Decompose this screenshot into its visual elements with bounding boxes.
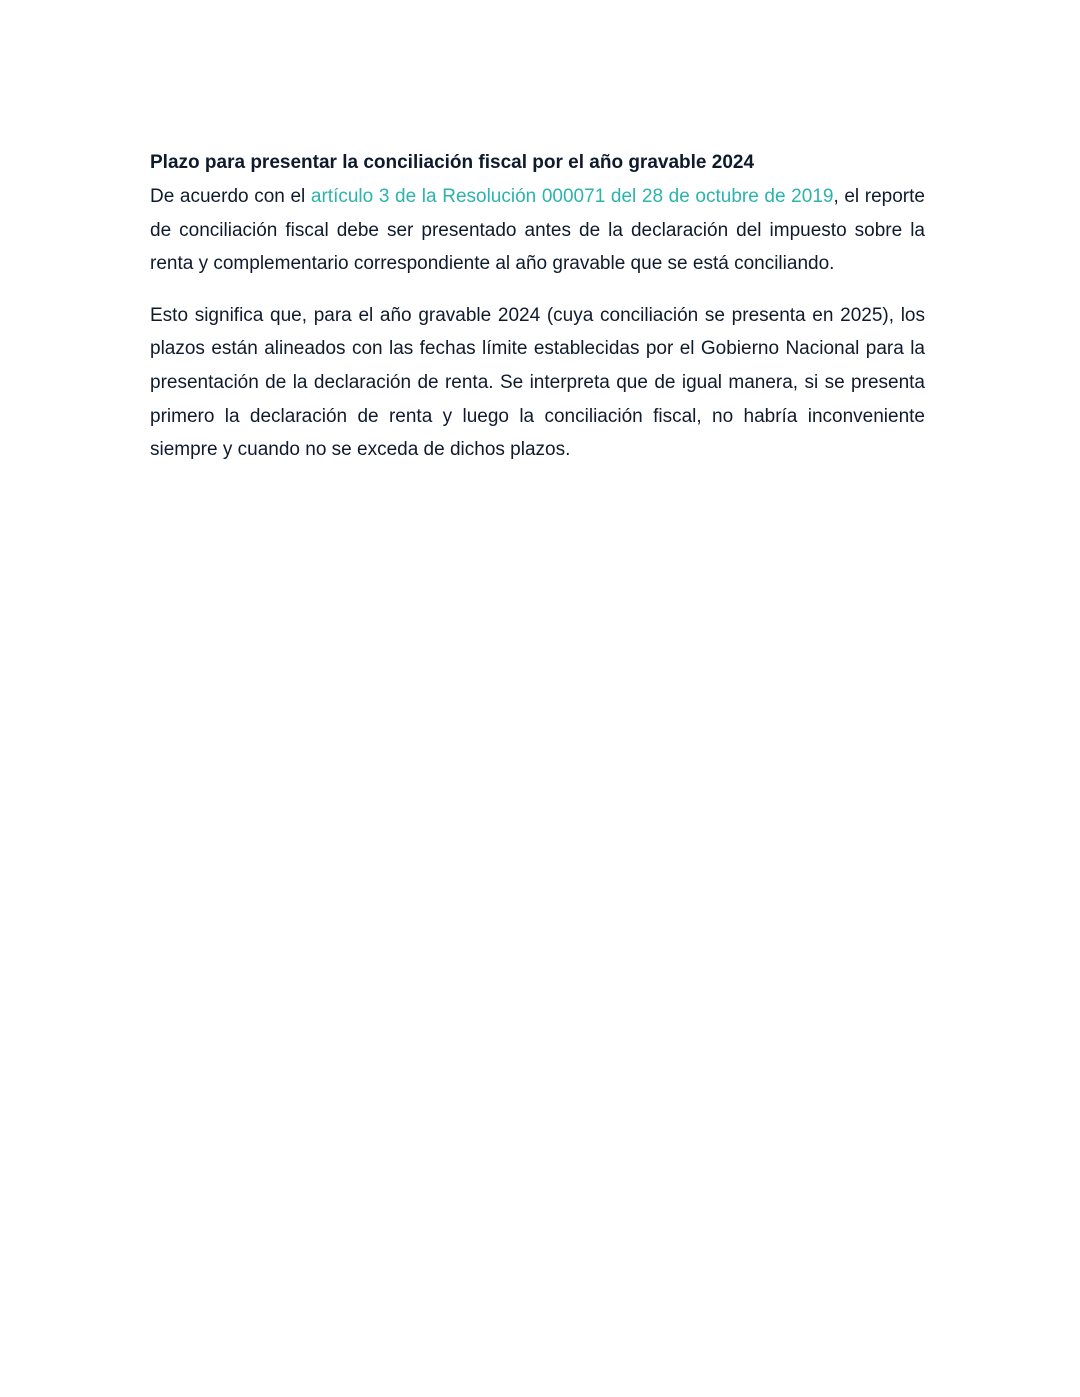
resolution-article-link[interactable]: artículo 3 de la Resolución 000071 del 28 de octubre de 2019 (310, 186, 834, 207)
paragraph-1-text-after-link: , el reporte de conciliación fiscal debe ser presentado antes de la declaración del impuesto sobre la renta y complementario correspondiente al año gravable que se está conciliando. (150, 186, 925, 275)
section-heading: Plazo para presentar la conciliación fiscal por el año gravable 2024 (150, 152, 755, 173)
paragraph-1-text-before-link: De acuerdo con el (150, 186, 311, 207)
document-body (150, 148, 925, 467)
paragraph-1 (150, 180, 925, 281)
paragraph-2: Esto significa que, para el año gravable 2024 (cuya conciliación se presenta en 2025), los plazos están alineados con las fechas límite establecidas por el Gobierno Nacional para la presentación de la declaración de renta. Se interpreta que de igual manera, si se presenta primero la declaración de renta y luego la conciliación fiscal, no habría inconveniente siempre y cuando no se exceda de dichos plazos. (150, 304, 925, 461)
